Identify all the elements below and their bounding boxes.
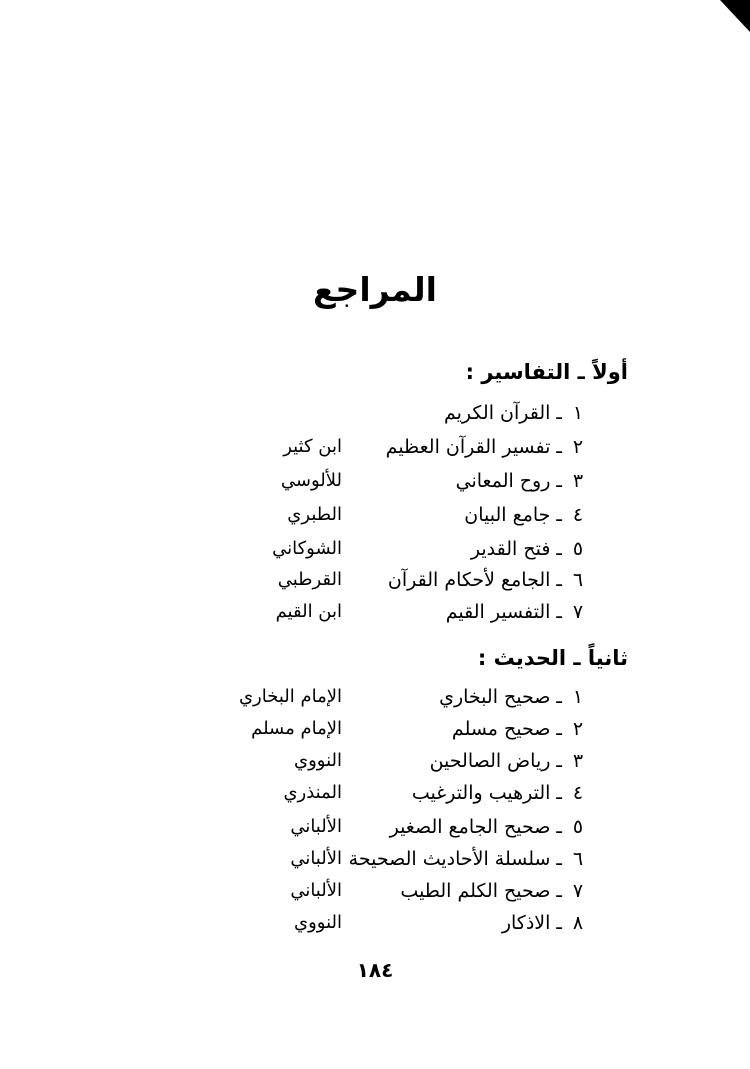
reference-entry: [386, 432, 588, 462]
reference-entry: [412, 778, 588, 808]
reference-dash: ـ: [556, 504, 562, 526]
reference-number: ٥: [572, 538, 584, 560]
reference-title: روح المعاني: [455, 470, 551, 492]
reference-title: التفسير القيم: [445, 601, 551, 623]
reference-title: صحيح البخاري: [439, 686, 551, 708]
reference-number: ٢: [572, 718, 584, 740]
reference-row: [0, 714, 750, 744]
reference-row: [0, 565, 750, 595]
reference-row: [0, 398, 750, 428]
reference-author: الإمام مسلم: [251, 718, 342, 739]
reference-number: ٦: [572, 848, 584, 870]
reference-title: صحيح الجامع الصغير: [389, 816, 551, 838]
reference-number: ١: [572, 402, 584, 424]
reference-row: [0, 844, 750, 874]
corner-mark: [714, 0, 750, 32]
reference-entry: [446, 597, 588, 627]
reference-author: للألوسي: [280, 470, 342, 491]
reference-author: النووي: [294, 750, 342, 771]
reference-row: [0, 812, 750, 842]
reference-dash: ـ: [556, 718, 562, 740]
reference-number: ٤: [572, 782, 584, 804]
reference-dash: ـ: [556, 912, 562, 934]
section-heading-tafaseer: أولاً ـ التفاسير :: [465, 360, 628, 384]
reference-entry: [471, 534, 588, 564]
reference-entry: [388, 565, 588, 595]
reference-entry: [430, 746, 588, 776]
reference-number: ٣: [572, 470, 584, 492]
reference-title: الاذكار: [501, 912, 551, 934]
reference-number: ٥: [572, 816, 584, 838]
reference-entry: [502, 908, 588, 938]
reference-number: ٦: [572, 569, 584, 591]
reference-number: ١: [572, 686, 584, 708]
reference-entry: [400, 876, 588, 906]
reference-dash: ـ: [556, 436, 562, 458]
reference-entry: [439, 682, 588, 712]
reference-title: القرآن الكريم: [444, 402, 551, 424]
reference-row: [0, 597, 750, 627]
section-heading-hadith: ثانياً ـ الحديث :: [477, 646, 628, 670]
reference-entry: [456, 466, 588, 496]
reference-dash: ـ: [556, 402, 562, 424]
reference-title: جامع البيان: [464, 504, 551, 526]
page-number: ١٨٤: [356, 958, 394, 982]
reference-row: [0, 432, 750, 462]
reference-dash: ـ: [556, 538, 562, 560]
reference-row: [0, 908, 750, 938]
reference-dash: ـ: [556, 848, 562, 870]
reference-author: الألباني: [290, 816, 342, 837]
reference-dash: ـ: [556, 470, 562, 492]
reference-author: الألباني: [290, 848, 342, 869]
reference-dash: ـ: [556, 569, 562, 591]
reference-row: [0, 746, 750, 776]
reference-author: الألباني: [290, 880, 342, 901]
reference-number: ٣: [572, 750, 584, 772]
reference-author: القرطبي: [277, 569, 342, 590]
reference-title: الترهيب والترغيب: [411, 782, 551, 804]
reference-author: ابن كثير: [283, 436, 342, 457]
reference-entry: [464, 500, 588, 530]
reference-title: رياض الصالحين: [429, 750, 551, 772]
reference-author: الشوكاني: [272, 538, 342, 559]
reference-number: ٢: [572, 436, 584, 458]
reference-author: ابن القيم: [275, 601, 342, 622]
reference-author: الطبري: [287, 504, 342, 525]
reference-dash: ـ: [556, 880, 562, 902]
page-title: المراجع: [313, 270, 437, 309]
reference-row: [0, 682, 750, 712]
reference-title: الجامع لأحكام القرآن: [387, 569, 551, 591]
reference-number: ٤: [572, 504, 584, 526]
reference-title: تفسير القرآن العظيم: [385, 436, 551, 458]
reference-row: [0, 466, 750, 496]
reference-dash: ـ: [556, 686, 562, 708]
reference-entry: [444, 398, 588, 428]
reference-number: ٧: [572, 880, 584, 902]
reference-row: [0, 500, 750, 530]
reference-dash: ـ: [556, 816, 562, 838]
reference-entry: [452, 714, 588, 744]
reference-row: [0, 778, 750, 808]
reference-title: صحيح مسلم: [451, 718, 551, 740]
reference-title: سلسلة الأحاديث الصحيحة: [348, 848, 551, 870]
reference-dash: ـ: [556, 750, 562, 772]
reference-author: النووي: [294, 912, 342, 933]
reference-number: ٧: [572, 601, 584, 623]
reference-entry: [349, 844, 588, 874]
reference-dash: ـ: [556, 782, 562, 804]
reference-number: ٨: [572, 912, 584, 934]
reference-dash: ـ: [556, 601, 562, 623]
reference-title: صحيح الكلم الطيب: [400, 880, 551, 902]
reference-entry: [390, 812, 588, 842]
reference-row: [0, 534, 750, 564]
reference-author: الإمام البخاري: [238, 686, 342, 707]
reference-author: المنذري: [283, 782, 342, 803]
reference-title: فتح القدير: [470, 538, 551, 560]
reference-row: [0, 876, 750, 906]
